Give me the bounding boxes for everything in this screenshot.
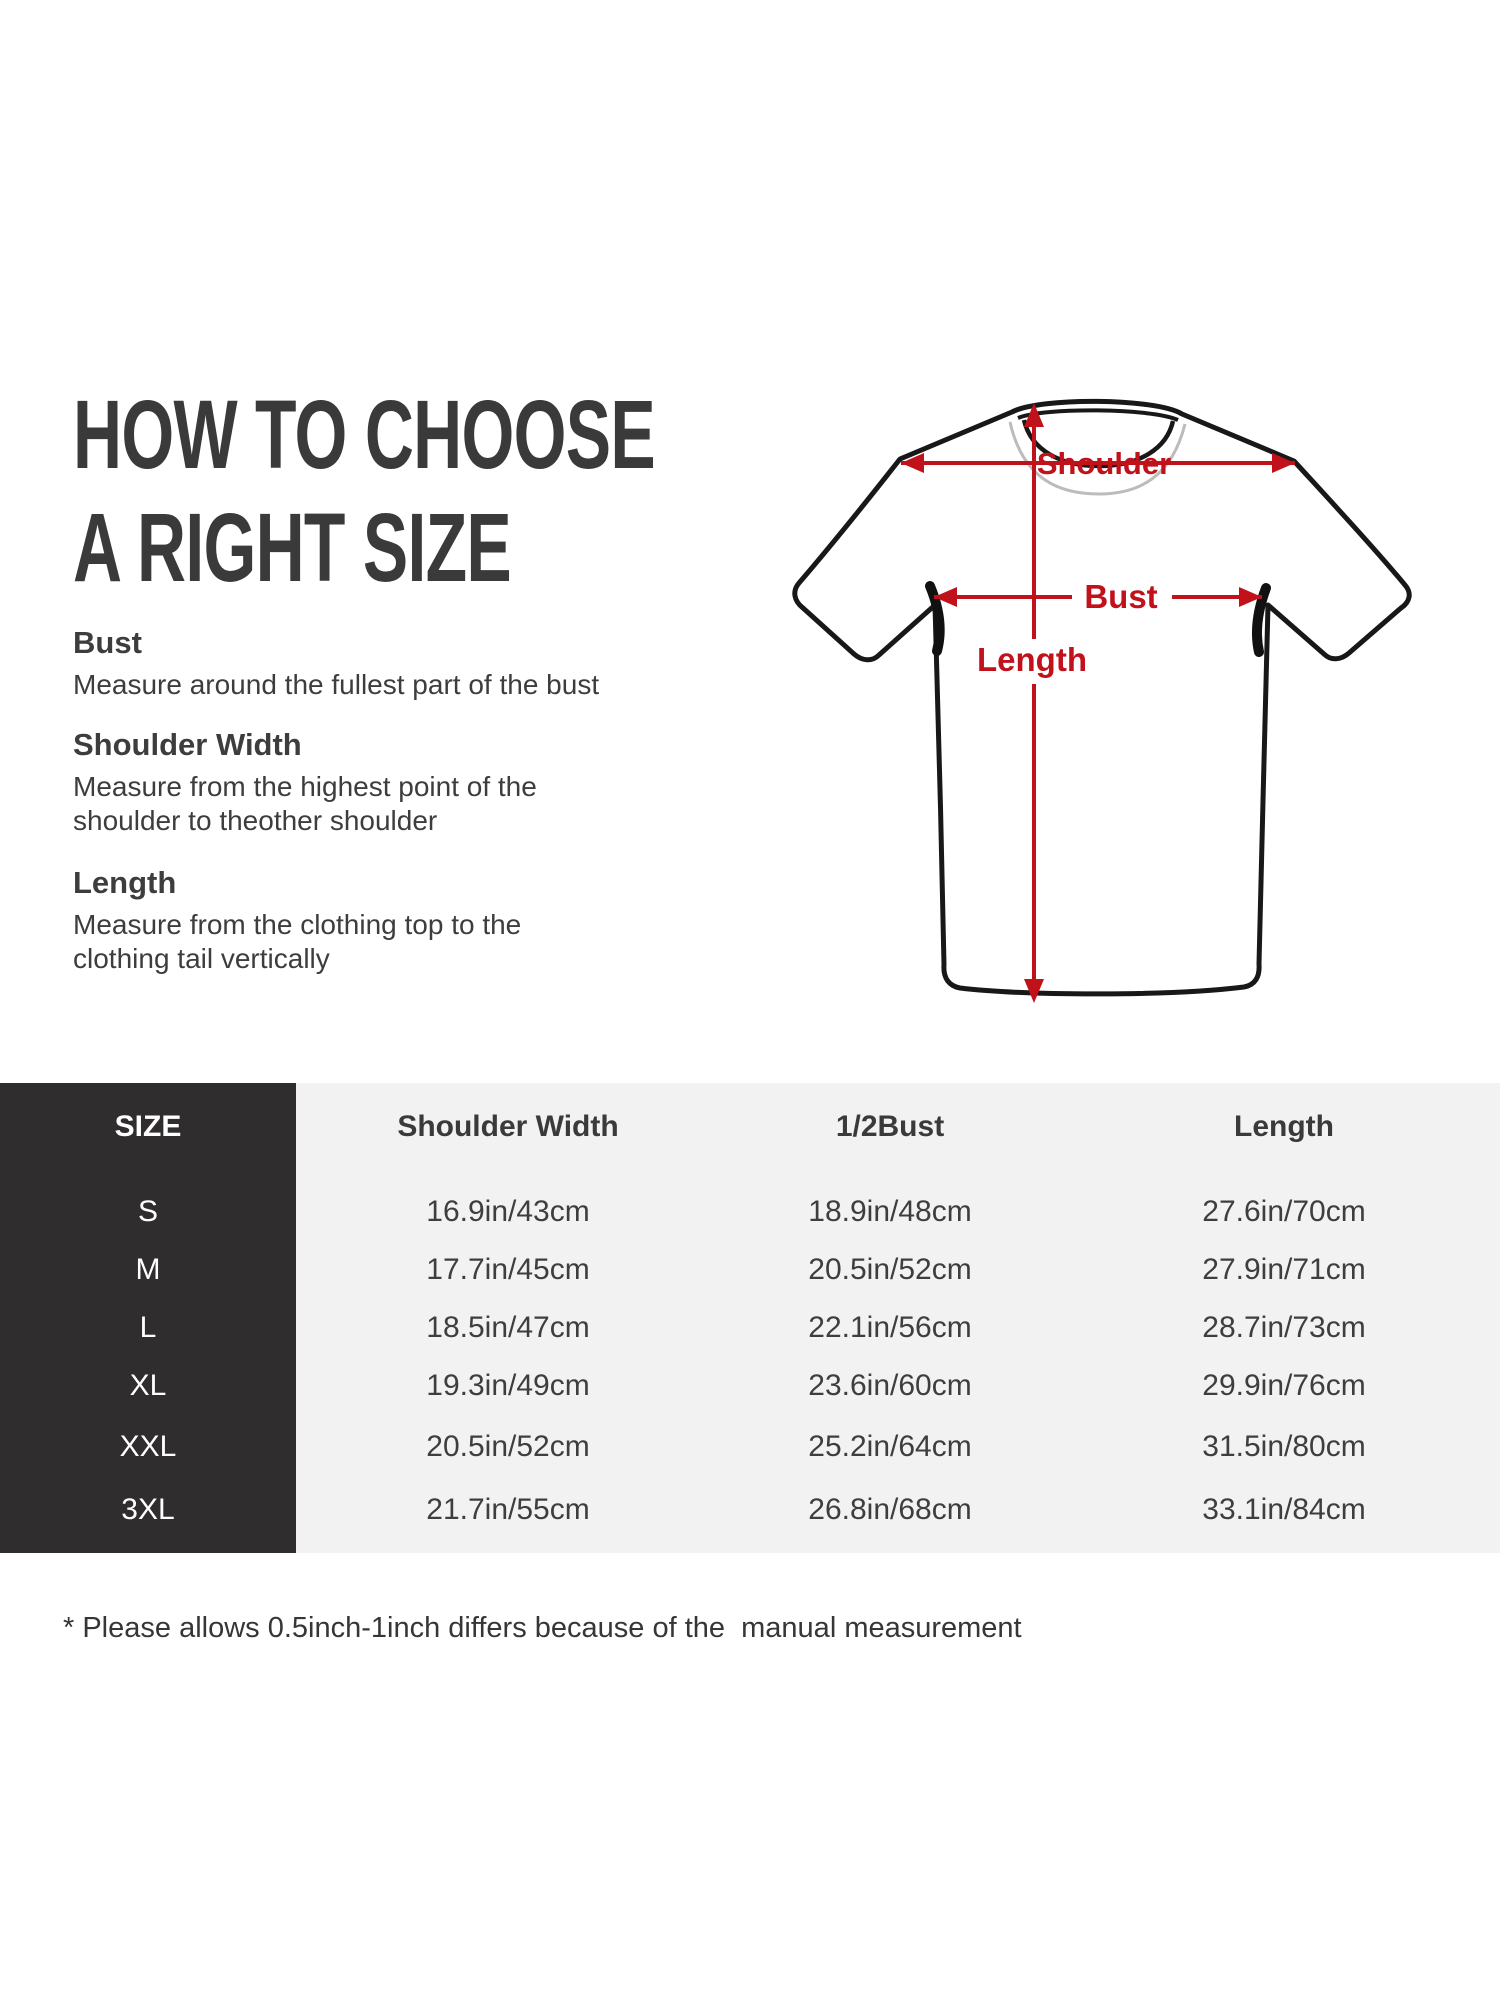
instruction-shoulder-width-heading: Shoulder Width	[73, 727, 302, 762]
length-arrow-label: Length	[977, 641, 1087, 678]
size-table-row-l-label: L	[139, 1311, 157, 1344]
bust-arrow-label: Bust	[1084, 578, 1158, 615]
size-table-row-m-shoulder: 17.7in/45cm	[426, 1253, 590, 1286]
size-table-row-l-shoulder: 18.5in/47cm	[426, 1311, 590, 1344]
size-table-row-xl-shoulder: 19.3in/49cm	[426, 1369, 590, 1402]
page-title-line-2: A RIGHT SIZE	[73, 493, 511, 602]
instruction-length-text-line1: Measure from the clothing top to the	[73, 909, 522, 940]
page-title-line-1: HOW TO CHOOSE	[73, 380, 655, 489]
size-table-header-half-bust: 1/2Bust	[835, 1110, 945, 1143]
instruction-shoulder-width-text-line2: shoulder to theother shoulder	[73, 805, 438, 836]
size-table-row-m-length: 27.9in/71cm	[1202, 1253, 1366, 1286]
size-table-row-l-length: 28.7in/73cm	[1202, 1311, 1366, 1344]
instruction-bust-text: Measure around the fullest part of the bust	[73, 669, 600, 700]
size-table-row-3xl-half-bust: 26.8in/68cm	[808, 1493, 972, 1526]
size-table-row-m-half-bust: 20.5in/52cm	[808, 1253, 972, 1286]
tshirt-outline	[795, 401, 1409, 994]
instruction-length-text	[73, 908, 693, 976]
size-table-row-m-label: M	[135, 1253, 161, 1286]
shoulder-arrow-label: Shoulder	[1036, 446, 1172, 481]
size-table-row-3xl-label: 3XL	[121, 1493, 175, 1526]
size-table-row-xxl-label: XXL	[119, 1430, 177, 1463]
size-table-header-length: Length	[1234, 1110, 1334, 1143]
instruction-shoulder-width	[73, 729, 693, 838]
size-table-row-s-label: S	[137, 1195, 158, 1228]
size-table-row-3xl-length: 33.1in/84cm	[1202, 1493, 1366, 1526]
instruction-bust-heading: Bust	[73, 625, 142, 660]
size-table-row-xl-half-bust: 23.6in/60cm	[808, 1369, 972, 1402]
instruction-length-text-line2: clothing tail vertically	[73, 943, 330, 974]
instruction-shoulder-width-text	[73, 770, 693, 838]
tshirt-measurement-diagram	[788, 388, 1448, 1028]
size-table-row-xxl-length: 31.5in/80cm	[1202, 1430, 1366, 1463]
size-table-header-size: SIZE	[114, 1110, 182, 1143]
instruction-bust	[73, 627, 693, 702]
size-table-row-xl-length: 29.9in/76cm	[1202, 1369, 1366, 1402]
size-table-row-3xl-shoulder: 21.7in/55cm	[426, 1493, 590, 1526]
size-table-header-shoulder-width: Shoulder Width	[397, 1110, 619, 1143]
size-table-row-xxl-shoulder: 20.5in/52cm	[426, 1430, 590, 1463]
size-table-row-s-length: 27.6in/70cm	[1202, 1195, 1366, 1228]
size-table-row-s-shoulder: 16.9in/43cm	[426, 1195, 590, 1228]
size-table-row-l-half-bust: 22.1in/56cm	[808, 1311, 972, 1344]
size-table-row-s-half-bust: 18.9in/48cm	[808, 1195, 972, 1228]
instruction-shoulder-width-text-line1: Measure from the highest point of the	[73, 771, 537, 802]
size-table-row-xl-label: XL	[129, 1369, 167, 1402]
instruction-length-heading: Length	[73, 865, 177, 900]
size-table-row-xxl-half-bust: 25.2in/64cm	[808, 1430, 972, 1463]
instruction-length	[73, 867, 693, 976]
measurement-disclaimer: * Please allows 0.5inch-1inch differs because of the manual measurement	[63, 1612, 1022, 1644]
